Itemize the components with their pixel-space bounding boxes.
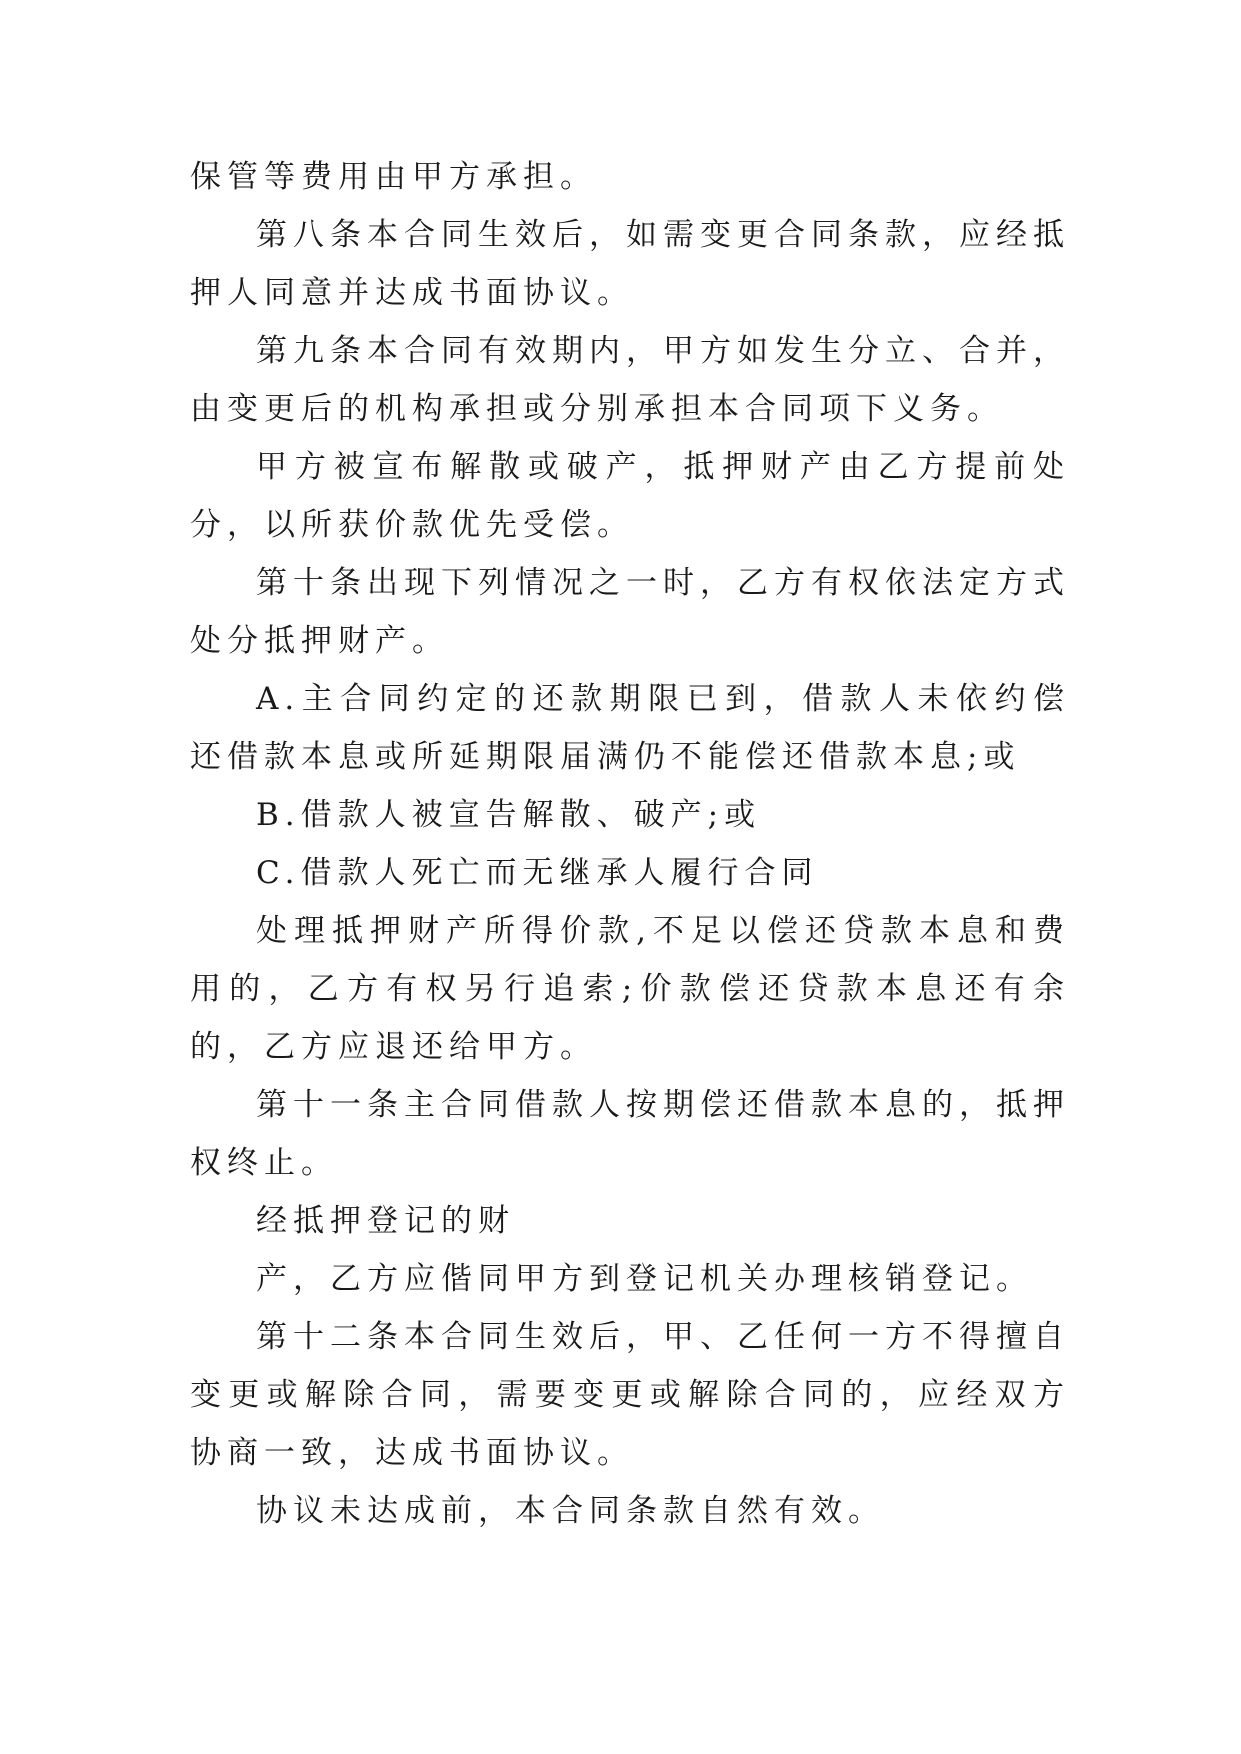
paragraph-item-a: A.主合同约定的还款期限已到，借款人未依约偿还借款本息或所延期限届满仍不能偿还借款本息;或 bbox=[190, 681, 1070, 775]
paragraph-dissolution: 甲方被宣布解散或破产，抵押财产由乙方提前处分，以所获价款优先受偿。 bbox=[190, 449, 1070, 543]
paragraph-storage-costs: 保管等费用由甲方承担。 bbox=[190, 159, 597, 195]
paragraph-cancellation: 产，乙方应偕同甲方到登记机关办理核销登记。 bbox=[256, 1261, 1033, 1297]
paragraph-article-12: 第十二条本合同生效后，甲、乙任何一方不得擅自变更或解除合同，需要变更或解除合同的，应经双方协商一致，达成书面协议。 bbox=[190, 1319, 1070, 1471]
paragraph-item-c: C.借款人死亡而无继承人履行合同 bbox=[256, 855, 819, 891]
paragraph-article-9: 第九条本合同有效期内，甲方如发生分立、合并，由变更后的机构承担或分别承担本合同项下义务。 bbox=[190, 333, 1070, 427]
document-body bbox=[190, 148, 1070, 1540]
paragraph-item-b: B.借款人被宣告解散、破产;或 bbox=[256, 797, 762, 833]
paragraph-validity: 协议未达成前，本合同条款自然有效。 bbox=[256, 1493, 885, 1529]
paragraph-registered-property: 经抵押登记的财 bbox=[256, 1203, 515, 1239]
paragraph-article-11: 第十一条主合同借款人按期偿还借款本息的，抵押权终止。 bbox=[190, 1087, 1070, 1181]
paragraph-proceeds: 处理抵押财产所得价款,不足以偿还贷款本息和费用的，乙方有权另行追索;价款偿还贷款本息还有余的，乙方应退还给甲方。 bbox=[190, 913, 1070, 1065]
paragraph-article-8: 第八条本合同生效后，如需变更合同条款，应经抵押人同意并达成书面协议。 bbox=[190, 217, 1070, 311]
paragraph-article-10: 第十条出现下列情况之一时，乙方有权依法定方式处分抵押财产。 bbox=[190, 565, 1070, 659]
